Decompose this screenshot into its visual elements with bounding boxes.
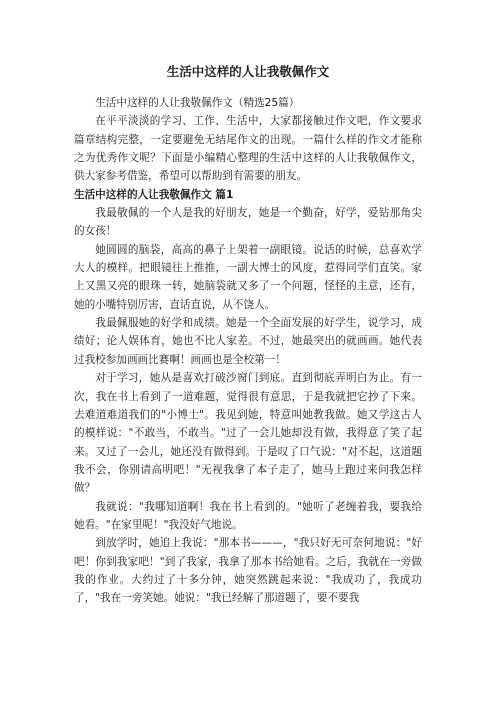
- body-paragraph: 对于学习，她从是喜欢打破沙窗门到底。直到彻底弄明白为止。有一次，我在书上看到了一道难题，觉得很有意思，于是我就把它抄了下来。去难道难道我们的"小博士"。我见到她，特意叫她教我做。她又学这古人的模样说："不敢当，不敢当。"过了一会儿她却没有做，我得意了笑了起来。又过了一会儿，她还没有做得到。于是叹了口气说："对不起，这道题我不会，你别请高明吧！"无视我拿了本子走了，她马上跑过来问我怎样做？: [74, 372, 422, 495]
- subtitle-paragraph: 生活中这样的人让我敬佩作文（精选25篇）: [95, 97, 300, 109]
- body-paragraph: 她圆圆的脑袋，高高的鼻子上架着一副眼镜。说话的时候，总喜欢学大人的模样。把眼镜往上推推，一副大博士的风度，惹得同学们直笑。家上又黑又亮的眼珠一转，她脑袋就又多了一个问题，怪怪的主意，还有，她的小嘴特别厉害，直话直说，从不饶人。: [74, 243, 422, 311]
- body-paragraph: 我就说："我哪知道啊！我在书上看到的。"她听了老缠着我，要我给她看。"在家里呢！"我没好气地说。: [74, 500, 422, 531]
- document-body: [74, 94, 422, 608]
- body-paragraph: 我最佩服她的好学和成绩。她是一个全面发展的好学生，说学习，成绩好；论人娱体育，她也不比人家差。不过，她最突出的就画画。她代表过我校参加画画比赛啊！画画也是全校第一！: [74, 317, 422, 366]
- body-paragraph: 我最敬佩的一个人是我的好朋友，她是一个勤奋，好学，爱钻那角尖的女孩！: [74, 207, 422, 238]
- intro-paragraph: 在平平淡淡的学习、工作、生活中，大家都接触过作文吧，作文要求篇章结构完整，一定要避免无结尾作文的出现。一篇什么样的作文才能称之为优秀作文呢？下面是小编精心整理的生活中这样的人让我敬佩作文，供大家参考借鉴，希望可以帮助到有需要的朋友。: [74, 115, 422, 183]
- body-paragraph: 到放学时，她追上我说："那本书———，"我只好无可奈何地说："好吧！你到我家吧！"到了我家，我拿了那本书给她看。之后，我就在一旁做我的作业。大约过了十多分钟，她突然跳起来说："我成功了，我成功了，"我在一旁笑她。她说："我已经解了那道题了，要不要我: [74, 537, 422, 605]
- document-title: 生活中这样的人让我敬佩作文: [166, 64, 330, 79]
- section-heading: 生活中这样的人让我敬佩作文 篇1: [74, 188, 234, 201]
